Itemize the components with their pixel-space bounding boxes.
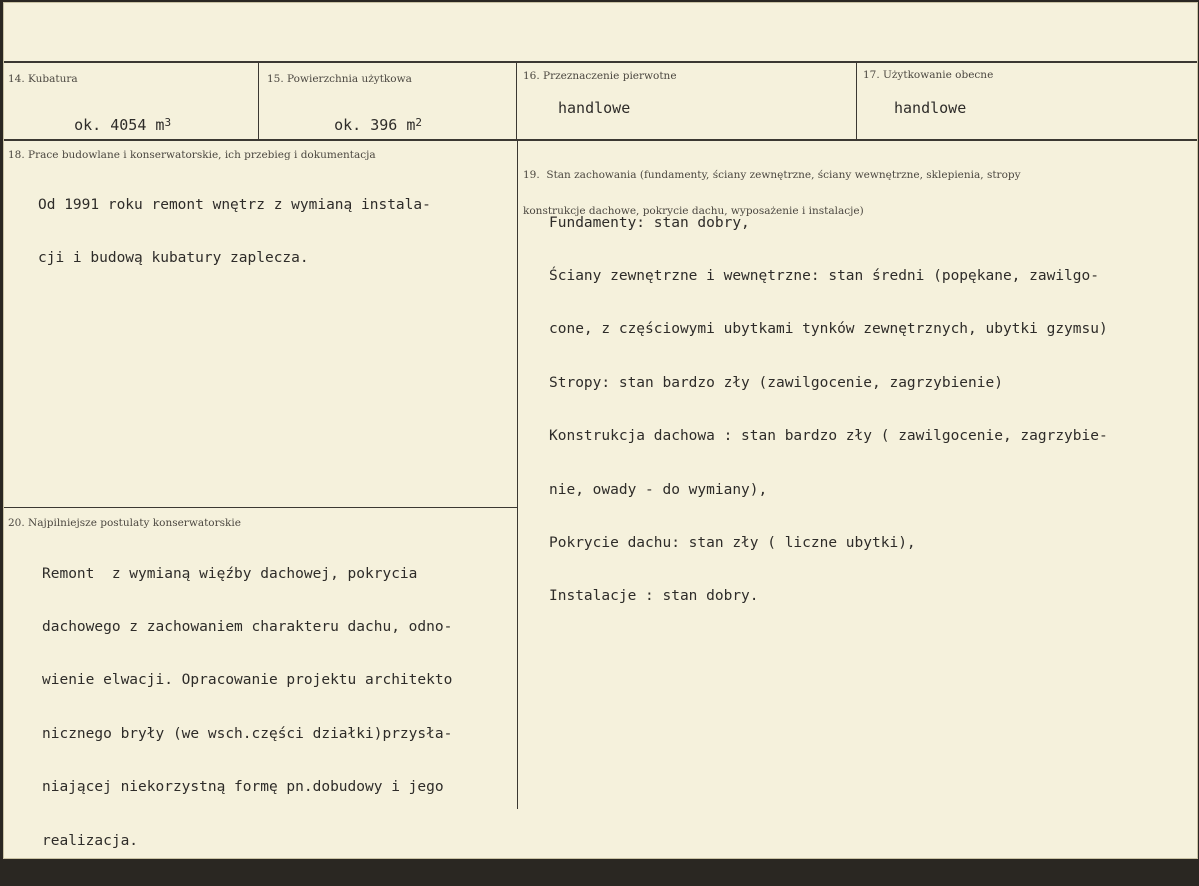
field-19-line: Stropy: stan bardzo zły (zawilgocenie, zagrzybienie) — [549, 374, 1003, 391]
field-20-line: niającej niekorzystną formę pn.dobudowy i jego — [42, 779, 444, 796]
field-15-label: 15. Powierzchnia użytkowa — [267, 73, 412, 85]
field-18-text — [38, 161, 431, 303]
field-19-text — [549, 179, 1108, 642]
divider-14-15 — [258, 63, 259, 140]
field-15-unit-exponent: 2 — [415, 115, 423, 129]
field-17-label: 17. Użytkowanie obecne — [863, 69, 994, 81]
field-15-value: ok. 396 $m^2$ — [334, 115, 423, 134]
field-19-line: Instalacje : stan dobry. — [549, 588, 759, 605]
field-16-label: 16. Przeznaczenie pierwotne — [523, 70, 677, 82]
row-rule — [4, 139, 1197, 141]
field-19-line: Ściany zewnętrzne i wewnętrzne: stan średni (popękane, zawilgo- — [549, 267, 1099, 284]
field-18-label: 18. Prace budowlane i konserwatorskie, ich przebieg i dokumentacja — [8, 149, 376, 161]
divider-16-17 — [856, 63, 857, 140]
field-19-line: nie, owady - do wymiany), — [549, 481, 768, 498]
field-20-line: realizacja. — [42, 832, 139, 849]
field-20-text — [42, 530, 452, 886]
field-17-value: handlowe — [894, 99, 967, 117]
field-20-line: Remont z wymianą więźby dachowej, pokrycia — [42, 565, 418, 582]
field-18-line: cji i budową kubatury zaplecza. — [38, 249, 309, 266]
field-19-line: Pokrycie dachu: stan zły ( liczne ubytki), — [549, 534, 916, 551]
field-20-line: wienie elwacji. Opracowanie projektu architekto — [42, 672, 453, 689]
divider-15-16 — [516, 63, 517, 140]
field-14-label: 14. Kubatura — [8, 73, 78, 85]
divider-main — [517, 141, 518, 809]
field-14-value: ok. 4054 $m^3$ — [74, 115, 172, 134]
field-19-line: cone, z częściowymi ubytkami tynków zewnętrznych, ubytki gzymsu) — [549, 321, 1108, 338]
section-rule — [4, 507, 517, 508]
field-18-line: Od 1991 roku remont wnętrz z wymianą instala- — [38, 196, 431, 213]
record-card — [3, 2, 1198, 859]
field-20-line: dachowego z zachowaniem charakteru dachu, odno- — [42, 618, 453, 635]
top-rule — [4, 61, 1197, 63]
field-16-value: handlowe — [558, 99, 631, 117]
field-19-line: Fundamenty: stan dobry, — [549, 214, 750, 231]
field-19-line: Konstrukcja dachowa : stan bardzo zły ( zawilgocenie, zagrzybie- — [549, 428, 1108, 445]
field-20-label: 20. Najpilniejsze postulaty konserwatorskie — [8, 517, 241, 529]
field-14-unit-exponent: 3 — [164, 115, 172, 129]
field-20-line: nicznego bryły (we wsch.części działki)przysła- — [42, 725, 453, 742]
field-19-label: 19. Stan zachowania (fundamenty, ściany zewnętrzne, ściany wewnętrzne, sklepienia, stropy konstrukcje dachowe, pokrycie dachu, wyposażenie i instalacje) — [523, 169, 1021, 217]
